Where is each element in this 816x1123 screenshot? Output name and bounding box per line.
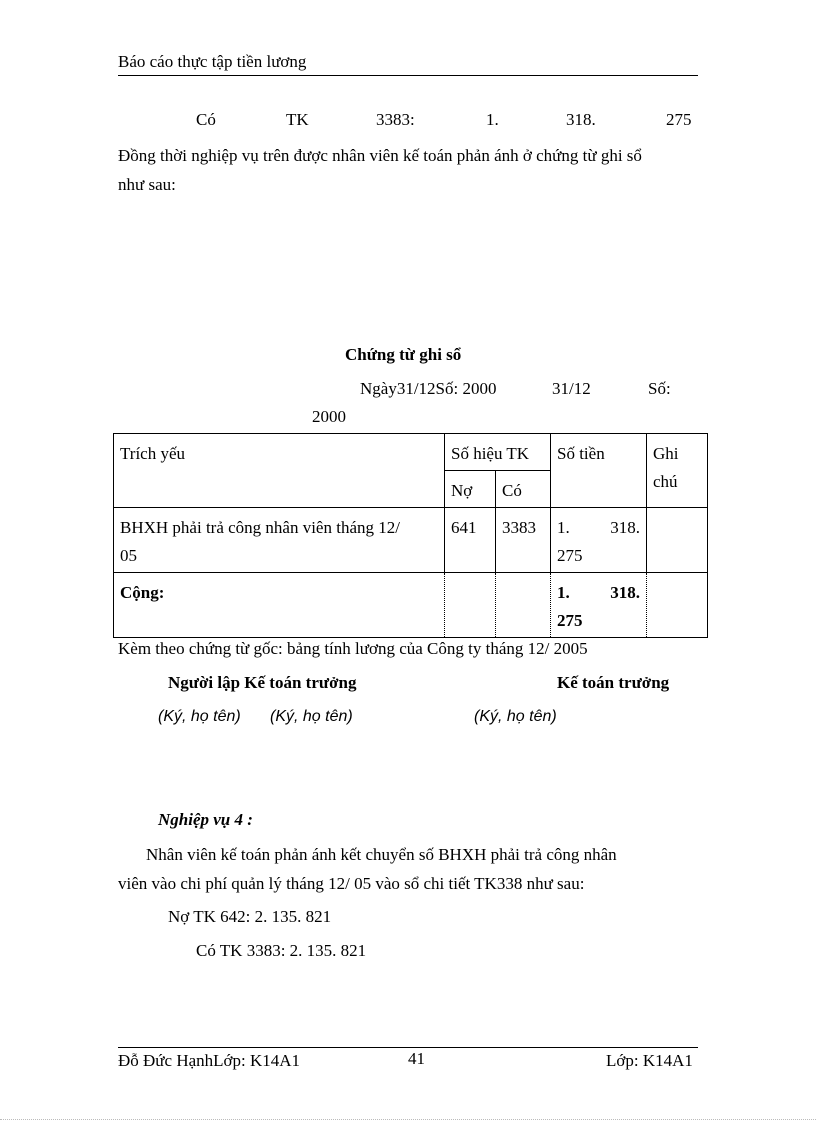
row-description-line-2: 05: [120, 546, 137, 565]
entry-col-1: Có: [196, 110, 216, 129]
footer-class: Lớp: K14A1: [606, 1051, 693, 1070]
section-4-line-2: viên vào chi phí quản lý tháng 12/ 05 vào sổ chi tiết TK338 như sau:: [118, 874, 585, 893]
entry-col-3: 3383:: [376, 110, 415, 129]
voucher-number-label: Số:: [648, 379, 671, 398]
row-amount: [551, 508, 647, 573]
voucher-title: Chứng từ ghi sổ: [345, 345, 462, 364]
voucher-date-line: Ngày31/12Số: 2000: [360, 379, 497, 398]
table-row: [114, 508, 708, 573]
section-4-debit: Nợ TK 642: 2. 135. 821: [168, 907, 332, 926]
header-debit: Nợ: [445, 471, 496, 508]
row-credit: 3383: [496, 508, 551, 573]
footer-divider: [118, 1047, 698, 1048]
total-amount-part-3: 275: [557, 611, 583, 630]
header-note: [647, 434, 708, 508]
header-note-line-2: chú: [653, 472, 678, 491]
header-description: Trích yếu: [114, 434, 445, 508]
page-header-title: Báo cáo thực tập tiền lương: [118, 52, 307, 71]
footer-author: Đỗ Đức HạnhLớp: K14A1: [118, 1051, 301, 1070]
footer-page-number: 41: [408, 1049, 425, 1068]
row-amount-part-3: 275: [557, 546, 583, 565]
total-amount: [551, 573, 647, 638]
section-4-credit: Có TK 3383: 2. 135. 821: [196, 941, 367, 960]
table-total-row: [114, 573, 708, 638]
table-header-row: [114, 434, 708, 471]
paragraph-1-line-1: Đồng thời nghiệp vụ trên được nhân viên kế toán phản ánh ở chứng từ ghi sổ: [118, 146, 642, 165]
voucher-date: 31/12: [552, 379, 591, 398]
paragraph-1-line-2: như sau:: [118, 175, 176, 194]
total-label: Cộng:: [114, 573, 445, 638]
entry-col-2: TK: [286, 110, 309, 129]
sign-note-3: (Ký, họ tên): [474, 708, 557, 725]
voucher-table: [113, 433, 708, 638]
entry-col-6: 275: [666, 110, 692, 129]
header-credit: Có: [496, 471, 551, 508]
voucher-number: 2000: [312, 407, 346, 426]
header-divider: [118, 75, 698, 76]
row-amount-part-2: 318.: [610, 518, 640, 537]
row-amount-part-1: 1.: [557, 518, 570, 537]
total-amount-part-1: 1.: [557, 583, 570, 602]
attached-documents: Kèm theo chứng từ gốc: bảng tính lương của Công ty tháng 12/ 2005: [118, 639, 588, 658]
row-description: [114, 508, 445, 573]
entry-col-5: 318.: [566, 110, 596, 129]
total-debit: [445, 573, 496, 638]
row-description-line-1: BHXH phải trả công nhân viên tháng 12/: [120, 518, 400, 537]
entry-col-4: 1.: [486, 110, 499, 129]
signer-left: Người lập Kế toán trưởng: [168, 673, 357, 692]
header-amount: Số tiền: [551, 434, 647, 508]
section-4-heading: Nghiệp vụ 4 :: [158, 810, 253, 829]
row-debit: 641: [445, 508, 496, 573]
sign-note-2: (Ký, họ tên): [270, 708, 353, 725]
row-note: [647, 508, 708, 573]
page-bottom-edge: [0, 1119, 816, 1120]
total-amount-part-2: 318.: [610, 583, 640, 602]
header-account: Số hiệu TK: [445, 434, 551, 471]
signer-right: Kế toán trưởng: [557, 673, 670, 692]
header-note-line-1: Ghi: [653, 444, 679, 463]
total-note: [647, 573, 708, 638]
section-4-line-1: Nhân viên kế toán phản ánh kết chuyển số BHXH phải trả công nhân: [146, 845, 617, 864]
total-credit: [496, 573, 551, 638]
sign-note-1: (Ký, họ tên): [158, 708, 241, 725]
